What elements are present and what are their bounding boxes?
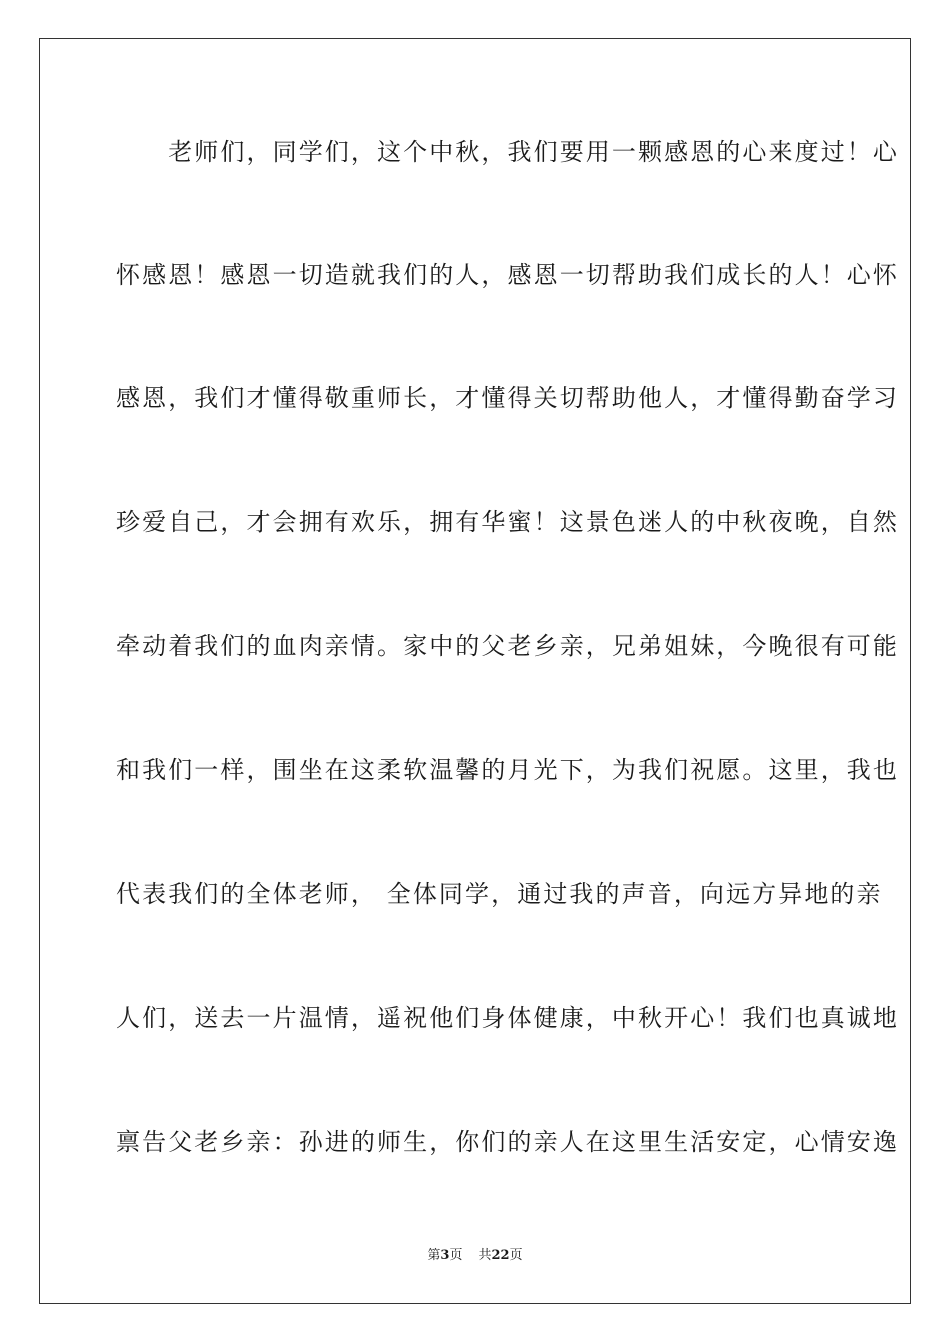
text-line-1: 老师们，同学们，这个中秋，我们要用一颗感恩的心来度过！心: [116, 138, 899, 166]
text-line-2: 怀感恩！感恩一切造就我们的人，感恩一切帮助我们成长的人！心怀: [116, 261, 899, 289]
total-pages: 22: [491, 1248, 510, 1263]
total-prefix: 共: [478, 1248, 492, 1263]
total-suffix: 页: [509, 1248, 523, 1263]
page-number: 3: [440, 1248, 450, 1263]
text-line-5: 牵动着我们的血肉亲情。家中的父老乡亲，兄弟姐妹，今晚很有可能: [116, 632, 899, 660]
text-line-8: 人们，送去一片温情，遥祝他们身体健康，中秋开心！我们也真诚地: [116, 1004, 899, 1032]
page-footer: [0, 1246, 950, 1266]
page-suffix: 页: [449, 1248, 463, 1263]
text-line-3: 感恩，我们才懂得敬重师长，才懂得关切帮助他人，才懂得勤奋学习: [116, 384, 899, 412]
page-prefix: 第: [427, 1248, 441, 1263]
text-line-6: 和我们一样，围坐在这柔软温馨的月光下，为我们祝愿。这里，我也: [116, 756, 899, 784]
text-line-4: 珍爱自己，才会拥有欢乐，拥有华蜜！这景色迷人的中秋夜晚，自然: [116, 508, 899, 536]
page-border: [39, 38, 911, 1304]
text-line-7: 代表我们的全体老师， 全体同学，通过我的声音，向远方异地的亲: [116, 880, 883, 908]
text-line-9: 禀告父老乡亲：孙进的师生，你们的亲人在这里生活安定，心情安逸: [116, 1128, 899, 1156]
